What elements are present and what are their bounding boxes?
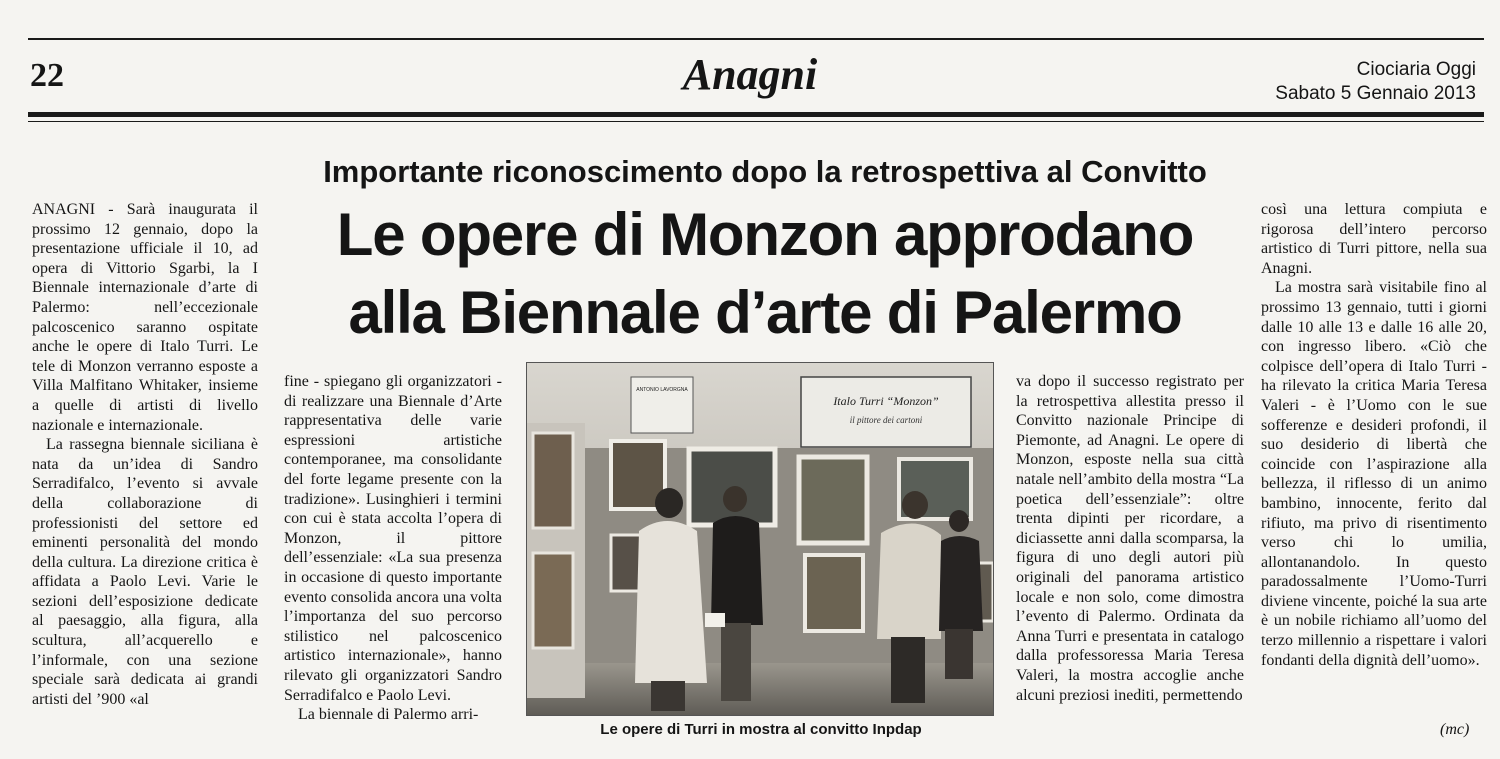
article-headline-line-2: alla Biennale d’arte di Palermo [348,279,1182,346]
small-sign [631,377,693,433]
section-title: Anagni [682,50,818,99]
paragraph: fine - spiegano gli organizzatori - di realizzare una Biennale d’Arte rappresentativa delle varie espressioni artistiche contemporanee, ma consolidante del forte legame presente con la tradizione». Lusinghieri i termini con cui è stata accolta l’opera di Monzon, il pittore dell’essenziale: «La sua presenza in occasione di questo importante evento consolida ancora una volta l’importanza del suo percorso stilistico nel palcoscenico artistico internazionale», hanno rilevato gli organizzatori Sandro Serradifalco e Paolo Levi. [284,373,502,704]
header-thin-rule [28,121,1484,122]
paragraph: va dopo il successo registrato per la retrospettiva allestita presso il Convitto nazionale Principe di Piemonte, ad Anagni. Le opere di Monzon, esposte nella sua città natale nell’ambito della mostra “La poetica dell’essenziale”: oltre trenta dipinti per ricordare, a diciassette anni dalla scomparsa, la figura di uno degli autori più originali del panorama artistico locale e non solo, come dimostra l’evento di Palermo. Ordinata da Anna Turri e presentata in catalogo dalla professoressa Maria Teresa Valeri, la mostra accoglie anche alcuni preziosi inediti, permettendo [1016,373,1244,704]
article-column-3 [1016,372,1244,705]
page-number: 22 [30,57,64,94]
exhibition-photo [526,362,994,716]
header-rule [28,112,1484,117]
paragraph: La rassegna biennale siciliana è nata da un’idea di Sandro Serradifalco, l’evento si avvale della collaborazione di professionisti del settore ed eminenti personalità del mondo della cultura. La direzione critica è affidata a Paolo Levi. Varie le sezioni dell’esposizione dedicate al paesaggio, alla figura, alla scultura, all’acquerello e l’informale, con una sezione speciale sarà dedicata ai grandi artisti del ’900 «al [32,436,258,708]
paragraph: così una lettura compiuta e rigorosa dell’intero percorso artistico di Turri pittore, nella sua Anagni. [1261,201,1487,277]
hanging-sign [801,377,971,447]
sign-subtitle-text: il pittore dei cartoni [849,415,923,425]
sign-title-text: Italo Turri “Monzon” [833,394,939,408]
article-kicker: Importante riconoscimento dopo la retrospettiva al Convitto [323,154,1207,189]
top-rule [28,38,1484,40]
article-column-4 [1261,200,1487,670]
issue-date: Sabato 5 Gennaio 2013 [1275,83,1476,104]
small-sign-text: ANTONIO LAVORGNA [636,387,688,393]
author-signature: (mc) [1440,721,1470,738]
paragraph: La biennale di Palermo arri- [298,706,479,724]
article-headline-line-1: Le opere di Monzon approdano [336,201,1194,268]
paragraph: ANAGNI - Sarà inaugurata il prossimo 12 gennaio, dopo la presentazione ufficiale il 10, ad opera di Vittorio Sgarbi, la I Biennale internazionale d’arte di Palermo: nell’eccezionale palcoscenico saranno ospitate anche le opere di Italo Turri. Le tele di Monzon verranno esposte a Villa Malfitano Whitaker, insieme a quelle di artisti di livello nazionale e internazionale. [32,201,258,434]
paragraph: La mostra sarà visitabile fino al prossimo 13 gennaio, tutti i giorni dalle 10 alle 13 e dalle 16 alle 20, con ingresso libero. «Ciò che colpisce dell’opera di Italo Turri - ha rilevato la critica Maria Teresa Valeri - è l’Uomo con le sue sofferenze e desideri profondi, il suo desiderio di libertà che coincide con l’aspirazione alla bellezza, il riflesso di un animo bambino, innocente, ferito dal rifiuto, ma privo di risentimento verso chi lo umilia, allontanandolo. In questo paradossalmente l’Uomo-Turri diviene vincente, poiché la sua arte è un nobile richiamo all’uomo del terzo millennio a rispettare i valori fondanti della dignità dell’uomo». [1261,279,1487,669]
newspaper-name: Ciociaria Oggi [1356,59,1476,80]
article-column-1 [32,200,258,709]
photo-caption: Le opere di Turri in mostra al convitto Inpdap [600,721,922,738]
article-column-2 [284,372,502,725]
